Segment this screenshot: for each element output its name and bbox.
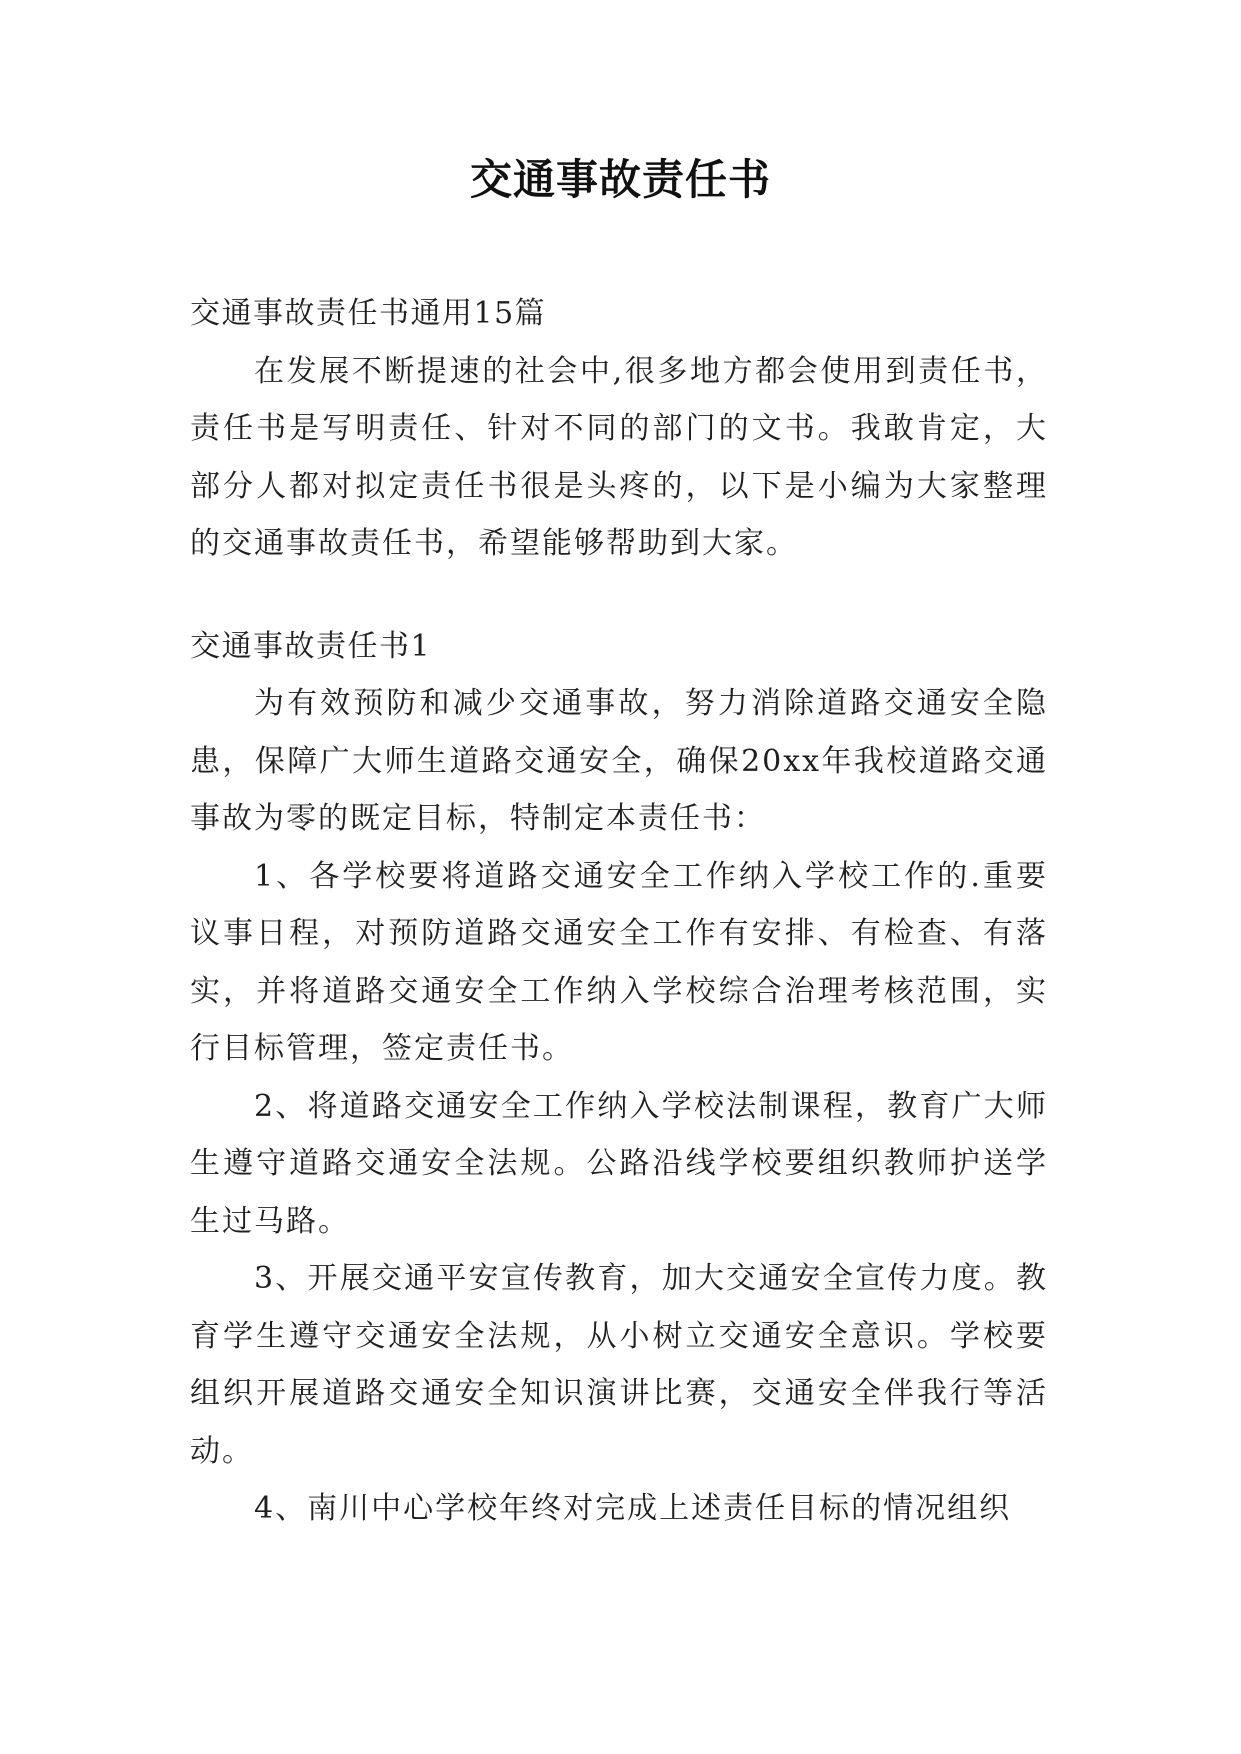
section-paragraph-preamble: 为有效预防和减少交通事故，努力消除道路交通安全隐患，保障广大师生道路交通安全，确保20xx年我校道路交通事故为零的既定目标，特制定本责任书： [190, 686, 1048, 836]
intro-paragraph: 在发展不断提速的社会中,很多地方都会使用到责任书，责任书是写明责任、针对不同的部门的文书。我敢肯定，大部分人都对拟定责任书很是头疼的，以下是小编为大家整理的交通事故责任书，希望能够帮助到大家。 [190, 353, 1048, 561]
document-subtitle: 交通事故责任书通用15篇 [190, 296, 547, 331]
section-heading: 交通事故责任书1 [190, 628, 432, 664]
section-paragraph-item-3: 3、开展交通平安宣传教育，加大交通安全宣传力度。教育学生遵守交通安全法规，从小树立交通安全意识。学校要组织开展道路交通安全知识演讲比赛，交通安全伴我行等活动。 [190, 1261, 1048, 1469]
section-paragraph-item-4: 4、南川中心学校年终对完成上述责任目标的情况组织 [254, 1491, 1012, 1526]
section-paragraph-item-1: 1、各学校要将道路交通安全工作纳入学校工作的.重要议事日程，对预防道路交通安全工作有安排、有检查、有落实，并将道路交通安全工作纳入学校综合治理考核范围，实行目标管理，签定责任书。 [190, 858, 1048, 1066]
document-title: 交通事故责任书 [469, 155, 771, 204]
document-body [190, 285, 1048, 1538]
section-paragraph-item-2: 2、将道路交通安全工作纳入学校法制课程，教育广大师生遵守道路交通安全法规。公路沿线学校要组织教师护送学生过马路。 [190, 1088, 1048, 1239]
